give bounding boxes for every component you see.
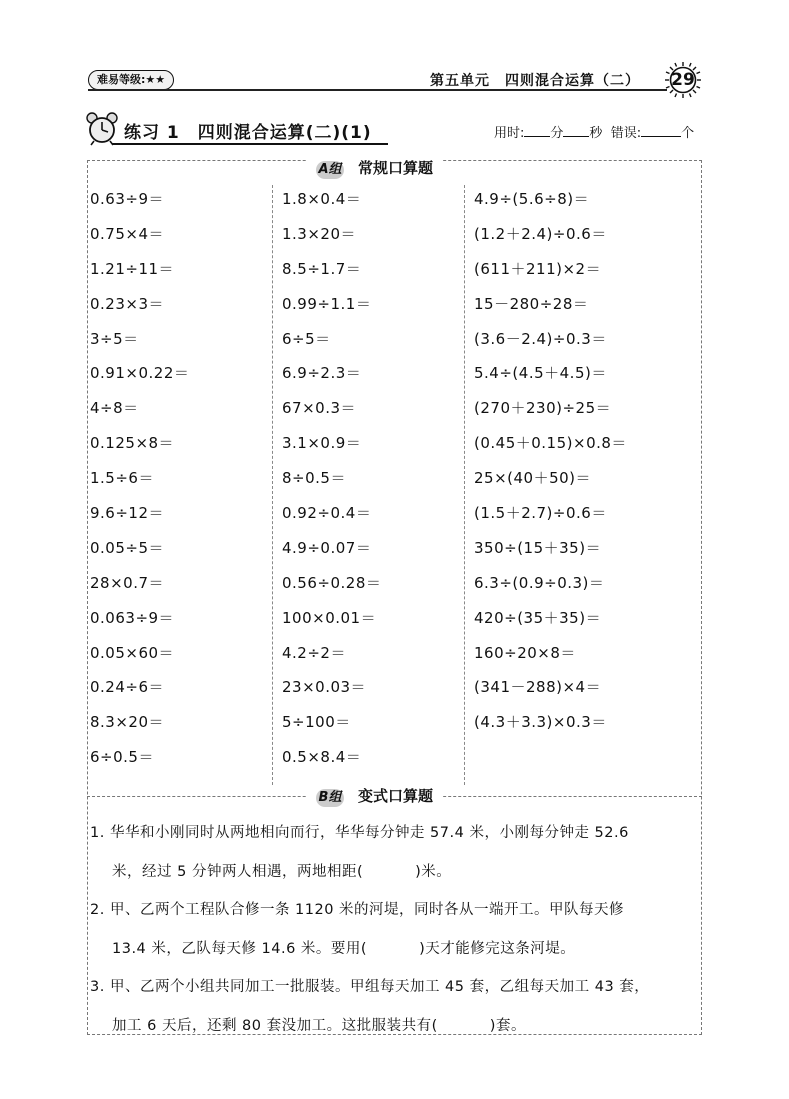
- seconds-blank[interactable]: [563, 124, 589, 137]
- problem-line: 2. 甲、乙两个工程队合修一条 1120 米的河堤，同时各从一端开工。甲队每天修: [90, 902, 625, 918]
- arithmetic-item: 3÷5＝: [90, 329, 139, 348]
- minute-label: 分: [550, 126, 564, 141]
- group-b-badge: B组: [316, 789, 344, 807]
- problem-text: 加工 6 天后，还剩 80 套没加工。这批服装共有(: [112, 1017, 438, 1034]
- arithmetic-item: 4.2÷2＝: [282, 643, 346, 662]
- time-label: 用时:: [494, 126, 525, 141]
- arithmetic-item: (270＋230)÷25＝: [474, 399, 612, 418]
- lesson-title: 练习 1 四则混合运算(二)(1): [124, 123, 372, 143]
- arithmetic-item: 0.063÷9＝: [90, 608, 175, 627]
- arithmetic-item: 67×0.3＝: [282, 399, 357, 418]
- column-1: [90, 188, 189, 781]
- minutes-blank[interactable]: [524, 124, 550, 137]
- arithmetic-item: 1.8×0.4＝: [282, 190, 362, 208]
- page-number: 29: [671, 70, 695, 90]
- arithmetic-item: 8.3×20＝: [90, 713, 165, 732]
- arithmetic-item: 4.9÷0.07＝: [282, 538, 372, 557]
- group-a-header: [0, 157, 789, 179]
- arithmetic-item: (4.3＋3.3)×0.3＝: [474, 713, 607, 732]
- arithmetic-item: 420÷(35＋35)＝: [474, 608, 602, 627]
- unit-title: 第五单元 四则混合运算（二）: [430, 73, 640, 89]
- arithmetic-item: 0.99÷1.1＝: [282, 294, 372, 313]
- arithmetic-item: 5÷100＝: [282, 713, 351, 732]
- arithmetic-item: 0.05÷5＝: [90, 538, 165, 557]
- arithmetic-item: (611＋211)×2＝: [474, 259, 602, 278]
- word-problem: [90, 891, 702, 968]
- count-label: 个: [681, 126, 695, 141]
- arithmetic-item: 0.56÷0.28＝: [282, 573, 382, 592]
- arithmetic-item: 5.4÷(4.5＋4.5)＝: [474, 364, 607, 383]
- problem-text: )套。: [489, 1017, 526, 1034]
- arithmetic-item: 6.9÷2.3＝: [282, 364, 362, 383]
- arithmetic-item: 25×(40＋50)＝: [474, 469, 592, 488]
- arithmetic-item: 0.05×60＝: [90, 643, 175, 662]
- arithmetic-item: 350÷(15＋35)＝: [474, 538, 602, 557]
- arithmetic-item: 0.91×0.22＝: [90, 364, 190, 383]
- arithmetic-item: 8.5÷1.7＝: [282, 259, 362, 278]
- word-problems: [90, 814, 702, 1045]
- error-label: 错误:: [610, 126, 642, 141]
- arithmetic-item: 1.21÷11＝: [90, 259, 175, 278]
- arithmetic-item: 4.9÷(5.6÷8)＝: [474, 190, 590, 208]
- arithmetic-item: 4÷8＝: [90, 399, 139, 418]
- arithmetic-item: 0.92÷0.4＝: [282, 504, 372, 523]
- arithmetic-item: 8÷0.5＝: [282, 469, 346, 488]
- arithmetic-item: 6÷0.5＝: [90, 748, 154, 767]
- arithmetic-item: 0.75×4＝: [90, 224, 165, 243]
- arithmetic-item: 100×0.01＝: [282, 608, 377, 627]
- group-b-header: [0, 785, 789, 807]
- arithmetic-item: (0.45＋0.15)×0.8＝: [474, 434, 627, 453]
- problem-text: )米。: [415, 863, 452, 880]
- arithmetic-item: (341－288)×4＝: [474, 678, 602, 697]
- arithmetic-item: (1.5＋2.7)÷0.6＝: [474, 504, 607, 523]
- problem-line: 1. 华华和小刚同时从两地相向而行，华华每分钟走 57.4 米，小刚每分钟走 52.6: [90, 825, 629, 841]
- second-label: 秒: [589, 126, 603, 141]
- arithmetic-item: (1.2＋2.4)÷0.6＝: [474, 224, 607, 243]
- arithmetic-item: 160÷20×8＝: [474, 643, 576, 662]
- page-number-badge: [664, 61, 702, 99]
- problem-text: 13.4 米，乙队每天修 14.6 米。要用(: [112, 940, 368, 957]
- group-b-title: 变式口算题: [358, 787, 434, 805]
- column-divider: [272, 185, 273, 785]
- arithmetic-item: 0.63÷9＝: [90, 190, 165, 208]
- arithmetic-item: (3.6－2.4)÷0.3＝: [474, 329, 607, 348]
- arithmetic-item: 6.3÷(0.9÷0.3)＝: [474, 573, 605, 592]
- problem-text: )天才能修完这条河堤。: [419, 940, 576, 957]
- alarm-clock-icon: [84, 110, 120, 146]
- arithmetic-item: 28×0.7＝: [90, 573, 165, 592]
- arithmetic-item: 15－280÷28＝: [474, 294, 589, 313]
- word-problem: [90, 968, 702, 1045]
- column-3: [474, 188, 627, 746]
- timing-record: [494, 122, 694, 141]
- problem-line: 3. 甲、乙两个小组共同加工一批服装。甲组每天加工 45 套，乙组每天加工 43 套，: [90, 979, 650, 995]
- arithmetic-item: 1.5÷6＝: [90, 469, 154, 488]
- column-2: [282, 188, 381, 781]
- lesson-title-underline: [112, 143, 388, 145]
- arithmetic-item: 0.23×3＝: [90, 294, 165, 313]
- arithmetic-item: 0.5×8.4＝: [282, 748, 362, 767]
- arithmetic-item: 1.3×20＝: [282, 224, 357, 243]
- arithmetic-item: 0.125×8＝: [90, 434, 175, 453]
- arithmetic-item: 9.6÷12＝: [90, 504, 165, 523]
- group-a-title: 常规口算题: [358, 159, 434, 177]
- arithmetic-item: 0.24÷6＝: [90, 678, 165, 697]
- arithmetic-item: 23×0.03＝: [282, 678, 367, 697]
- column-divider: [464, 185, 465, 785]
- arithmetic-item: 3.1×0.9＝: [282, 434, 362, 453]
- arithmetic-item: 6÷5＝: [282, 329, 331, 348]
- errors-blank[interactable]: [641, 124, 681, 137]
- group-a-badge: A组: [316, 161, 344, 179]
- difficulty-badge: 难易等级:★★: [88, 70, 174, 90]
- word-problem: [90, 814, 702, 891]
- problem-text: 米，经过 5 分钟两人相遇，两地相距(: [112, 863, 364, 880]
